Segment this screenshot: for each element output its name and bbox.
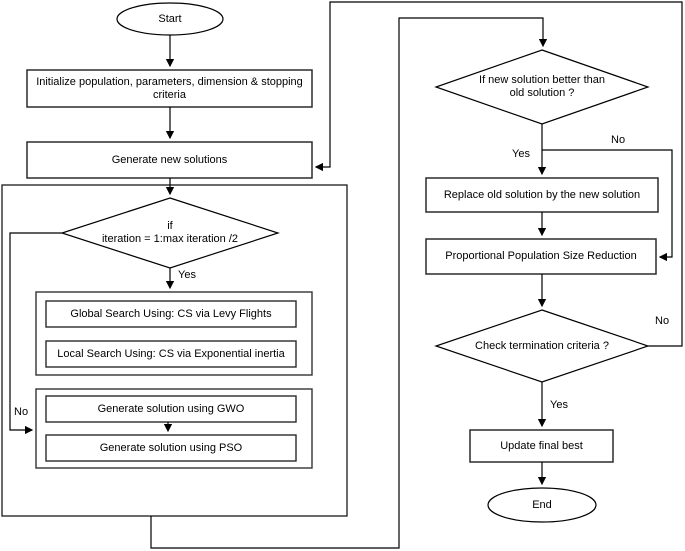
gwo-node-label: Generate solution using GWO: [97, 402, 245, 415]
ppsr-node-label: Proportional Population Size Reduction: [445, 250, 637, 262]
pso-node-label: Generate solution using PSO: [99, 441, 243, 454]
iteration-diamond-label: if iteration = 1:max iteration /2: [101, 220, 239, 245]
end-node-label: End: [532, 498, 552, 511]
termination-yes-label: Yes: [550, 399, 568, 411]
global-search-node-label: Global Search Using: CS via Levy Flights: [70, 307, 272, 320]
better-no-label: No: [611, 134, 626, 146]
termination-no-label: No: [655, 315, 670, 327]
iteration-yes-label: Yes: [178, 269, 196, 281]
local-search-node-label: Local Search Using: CS via Exponential inertia: [57, 347, 285, 360]
init-node-label: Initialize population, parameters, dimension & stopping criteria: [36, 75, 303, 101]
termination-diamond-label: Check termination criteria ?: [475, 339, 609, 352]
start-node-label: Start: [158, 12, 182, 25]
better-yes-label: Yes: [512, 148, 530, 160]
better-diamond-label: If new solution better than old solution ?: [479, 74, 605, 99]
replace-node-label: Replace old solution by the new solution: [443, 188, 641, 201]
iteration-no-label: No: [14, 406, 29, 418]
update-best-node-label: Update final best: [500, 439, 583, 452]
generate-new-node-label: Generate new solutions: [111, 153, 228, 166]
